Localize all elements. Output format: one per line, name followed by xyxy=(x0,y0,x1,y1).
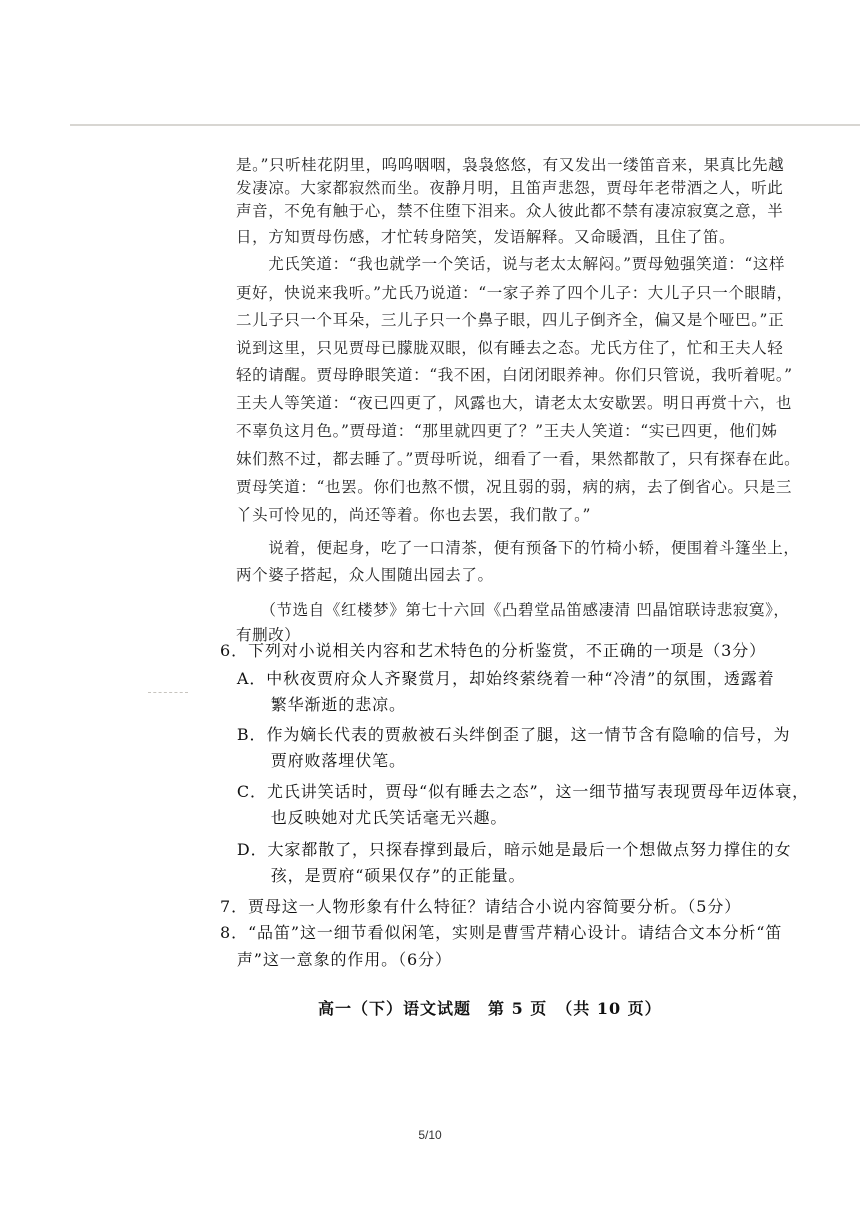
passage-line: 是。”只听桂花阴里，呜呜咽咽，袅袅悠悠，有又发出一缕笛音来，果真比先越 xyxy=(236,156,785,174)
question-7: 7．贾母这一人物形象有什么特征？请结合小说内容简要分析。（5分） xyxy=(220,897,742,916)
passage-line: 贾母笑道：“也罢。你们也熬不惯，况且弱的弱，病的病，去了倒省心。只是三 xyxy=(236,478,792,496)
passage-line: 说到这里，只见贾母已朦胧双眼，似有睡去之态。尤氏方住了，忙和王夫人轻 xyxy=(236,339,784,357)
passage-line: 两个婆子搭起，众人围随出园去了。 xyxy=(236,566,494,584)
exam-footer-title: 高一（下）语文试题 第 5 页 （共 10 页） xyxy=(318,999,662,1018)
passage-line: 王夫人等笑道：“夜已四更了，风露也大，请老太太安歇罢。明日再赏十六，也 xyxy=(236,394,792,412)
passage-line: 更好，快说来我听。”尤氏乃说道：“一家子养了四个儿子：大儿子只一个眼睛， xyxy=(236,284,793,302)
option-a-cont: 繁华渐逝的悲凉。 xyxy=(220,695,406,714)
scan-top-edge xyxy=(70,124,860,126)
passage-line: 不辜负这月色。”贾母道：“那里就四更了？”王夫人笑道：“实已四更，他们姊 xyxy=(236,422,778,440)
page-number: 5/10 xyxy=(418,1128,442,1142)
option-b-cont: 贾府败落埋伏笔。 xyxy=(220,751,406,770)
option-d-cont: 孩，是贾府“硕果仅存”的正能量。 xyxy=(220,866,526,885)
option-b: B．作为嫡长代表的贾赦被石头绊倒歪了腿，这一情节含有隐喻的信号，为 xyxy=(220,725,791,744)
scan-smudge xyxy=(148,692,188,701)
option-a: A．中秋夜贾府众人齐聚赏月，却始终萦绕着一种“冷清”的氛围，透露着 xyxy=(220,669,775,688)
passage-line: 发凄凉。大家都寂然而坐。夜静月明，且笛声悲怨，贾母年老带酒之人，听此 xyxy=(236,179,784,197)
passage-line: 丫头可怜见的，尚还等着。你也去罢，我们散了。” xyxy=(236,506,591,524)
option-d: D．大家都散了，只探春撑到最后，暗示她是最后一个想做点努力撑住的女 xyxy=(220,840,792,859)
source-citation: 有删改） xyxy=(236,626,301,644)
option-c-cont: 也反映她对尤氏笑话毫无兴趣。 xyxy=(220,808,508,827)
passage-line: 声音，不免有触于心，禁不住堕下泪来。众人彼此都不禁有凄凉寂寞之意，半 xyxy=(236,202,784,220)
question-6-stem: 6．下列对小说相关内容和艺术特色的分析鉴赏，不正确的一项是（3分） xyxy=(220,641,767,660)
passage-line: 二儿子只一个耳朵，三儿子只一个鼻子眼，四儿子倒齐全，偏又是个哑巴。”正 xyxy=(236,311,785,329)
passage-line: 轻的请醒。贾母睁眼笑道：“我不困，白闭闭眼养神。你们只管说，我听着呢。” xyxy=(236,366,793,384)
option-c: C．尤氏讲笑话时，贾母“似有睡去之态”，这一细节描写表现贾母年迈体衰， xyxy=(220,782,810,801)
passage-line: 尤氏笑道：“我也就学一个笑话，说与老太太解闷。”贾母勉强笑道：“这样 xyxy=(236,255,786,273)
passage-line: 妹们熬不过，都去睡了。”贾母听说，细看了一看，果然都散了，只有探春在此。 xyxy=(236,450,801,468)
source-citation: （节选自《红楼梦》第七十六回《凸碧堂品笛感凄清 凹晶馆联诗悲寂寞》， xyxy=(236,601,790,619)
question-8: 8．“品笛”这一细节看似闲笔，实则是曹雪芹精心设计。请结合文本分析“笛 xyxy=(220,923,783,942)
passage-line: 日，方知贾母伤感，才忙转身陪笑，发语解释。又命暖酒，且住了笛。 xyxy=(236,228,736,246)
question-8-cont: 声”这一意象的作用。（6分） xyxy=(220,950,452,969)
passage-line: 说着，便起身，吃了一口清茶，便有预备下的竹椅小轿，便围着斗篷坐上， xyxy=(236,539,800,557)
